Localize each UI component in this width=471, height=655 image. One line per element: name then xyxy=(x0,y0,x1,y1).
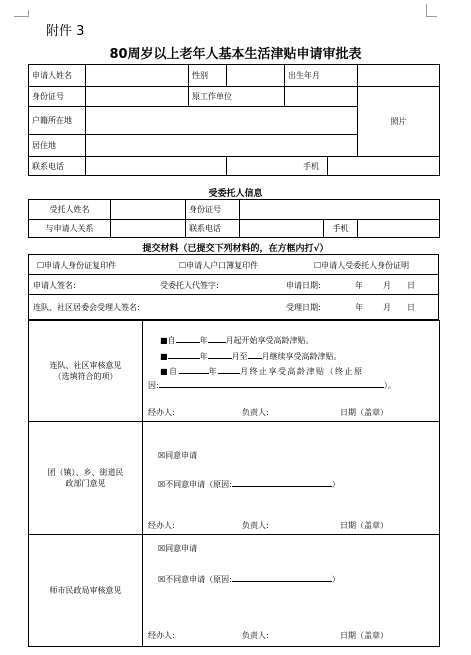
trustee-section-title: 受委托人信息 xyxy=(208,189,263,199)
accept-date-label: 受理日期: xyxy=(286,303,321,312)
town-agree-checkbox[interactable]: ☒同意申请 xyxy=(158,451,198,460)
work-unit-label: 原工作单位 xyxy=(189,87,285,107)
city-handler-label: 经办人: xyxy=(148,631,175,640)
agent-sign-label: 受委托人代签字: xyxy=(160,281,219,290)
phone-field[interactable] xyxy=(86,157,227,176)
hukou-field[interactable] xyxy=(86,107,358,135)
trustee-id-field[interactable] xyxy=(240,200,440,220)
applicant-name-field[interactable] xyxy=(86,65,189,87)
applicant-sign-label: 申请人签名: xyxy=(33,281,76,290)
accept-month: 月 xyxy=(383,303,391,312)
community-option-3[interactable]: ■自 年 月终止享受高龄津贴（终止原 xyxy=(160,367,364,376)
community-review-label: 连队、社区审核意见 xyxy=(49,361,122,370)
apply-month: 月 xyxy=(383,281,391,290)
trustee-table xyxy=(28,199,440,238)
relation-field[interactable] xyxy=(111,220,186,238)
materials-table xyxy=(28,254,439,320)
phone-label: 联系电话 xyxy=(29,157,86,176)
town-disagree-checkbox[interactable]: ☒不同意申请（原因: ） xyxy=(158,480,340,489)
birth-field[interactable] xyxy=(358,65,440,87)
city-seal-date-label: 日期（盖章） xyxy=(340,631,388,640)
material-trustee-id-checkbox[interactable]: ☐申请人受委托人身份证明 xyxy=(314,261,410,270)
community-option-1[interactable]: ■自 年 月起开始享受高龄津贴。 xyxy=(160,336,314,345)
sign-row xyxy=(29,275,439,295)
applicant-name-label: 申请人姓名 xyxy=(29,65,86,87)
town-review-label: 团（镇）、乡、街道民政部门意见 xyxy=(29,422,143,535)
accept-day: 日 xyxy=(407,303,415,312)
work-unit-field[interactable] xyxy=(285,87,358,107)
apply-year: 年 xyxy=(355,281,363,290)
materials-row xyxy=(29,255,439,275)
community-option-2[interactable]: ■ 年 月至 月继续享受高龄津贴。 xyxy=(160,352,342,361)
hukou-label: 户籍所在地 xyxy=(29,107,86,135)
crop-mark-top-left xyxy=(14,10,29,17)
community-review-sublabel: （选填符合的项） xyxy=(53,372,118,381)
form-title: 80周岁以上老年人基本生活津贴申请审批表 xyxy=(109,47,362,62)
residence-field[interactable] xyxy=(86,135,358,157)
apply-date-label: 申请日期: xyxy=(286,281,321,290)
birth-label: 出生年月 xyxy=(285,65,358,87)
apply-day: 日 xyxy=(407,281,415,290)
material-id-copy-checkbox[interactable]: ☐申请人身份证复印件 xyxy=(37,261,117,270)
receiver-row xyxy=(29,295,439,320)
trustee-name-label: 受托人姓名 xyxy=(29,200,111,220)
receiver-sign-label: 连队、社区居委会受理人签名: xyxy=(33,303,140,312)
crop-mark-top-right xyxy=(426,4,437,17)
trustee-id-label: 身份证号 xyxy=(186,200,240,220)
trustee-phone-field[interactable] xyxy=(240,220,324,238)
community-option-3-reason[interactable]: 因: ）。 xyxy=(148,381,396,390)
community-handler-label: 经办人: xyxy=(148,408,175,417)
residence-label: 居住地 xyxy=(29,135,86,157)
photo-box: 照片 xyxy=(358,87,440,157)
town-leader-label: 负责人: xyxy=(242,521,269,530)
accept-year: 年 xyxy=(355,303,363,312)
id-number-label: 身份证号 xyxy=(29,87,86,107)
community-leader-label: 负责人: xyxy=(242,408,269,417)
city-review-label: 师市民政局审核意见 xyxy=(29,535,143,647)
relation-label: 与申请人关系 xyxy=(29,220,111,238)
trustee-mobile-field[interactable] xyxy=(358,220,440,238)
mobile-label: 手机 xyxy=(227,157,328,176)
trustee-phone-label: 联系电话 xyxy=(186,220,240,238)
town-seal-date-label: 日期（盖章） xyxy=(340,521,388,530)
gender-label: 性别 xyxy=(189,65,227,87)
applicant-table xyxy=(28,64,440,176)
city-disagree-checkbox[interactable]: ☒不同意申请（原因: ） xyxy=(158,575,340,584)
trustee-name-field[interactable] xyxy=(111,200,186,220)
materials-section-title: 提交材料（已提交下列材料的，在方框内打√） xyxy=(142,244,329,254)
town-handler-label: 经办人: xyxy=(148,521,175,530)
trustee-mobile-label: 手机 xyxy=(324,220,358,238)
gender-field[interactable] xyxy=(227,65,285,87)
city-agree-checkbox[interactable]: ☒同意申请 xyxy=(158,544,198,553)
mobile-field[interactable] xyxy=(328,157,440,176)
material-hukou-copy-checkbox[interactable]: ☐申请人户口簿复印件 xyxy=(179,261,259,270)
id-number-field[interactable] xyxy=(86,87,189,107)
community-review-label-cell xyxy=(29,321,143,422)
city-leader-label: 负责人: xyxy=(242,631,269,640)
appendix-label: 附件 3 xyxy=(46,24,85,39)
community-seal-date-label: 日期（盖章） xyxy=(340,408,388,417)
